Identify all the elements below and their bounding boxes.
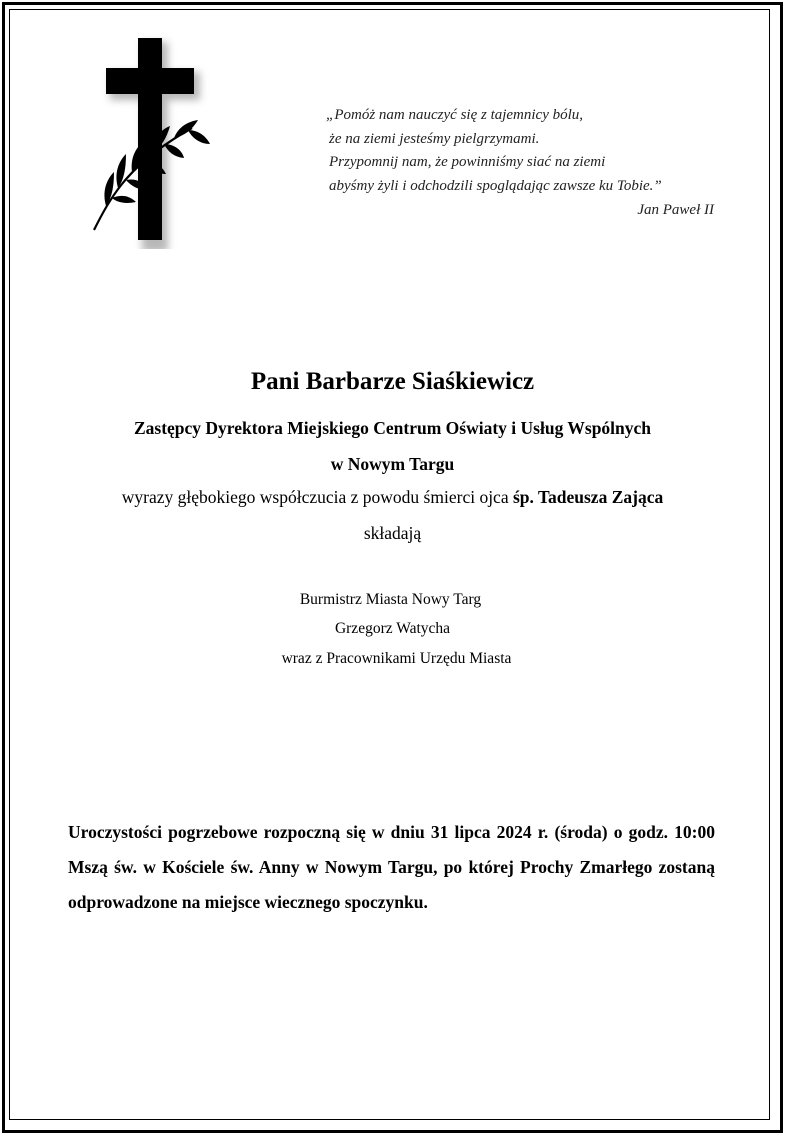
- quote-line-2: że na ziemi jesteśmy pielgrzymami.: [329, 130, 540, 147]
- papal-quote: [326, 104, 718, 223]
- quote-line-3: Przypomnij nam, że powinniśmy siać na ziemi: [329, 154, 606, 170]
- recipient-name: Pani Barbarze Siaśkiewicz: [250, 368, 535, 395]
- condolence-text: [0, 487, 785, 508]
- deceased-name: śp. Tadeusza Zająca: [512, 487, 664, 507]
- condolence-closing: składają: [363, 523, 422, 543]
- signatory-line-1: Burmistrz Miasta Nowy Targ: [299, 591, 482, 608]
- quote-author: Jan Paweł II: [637, 202, 714, 218]
- condolence-body: wyrazy głębokiego współczucia z powodu śmierci ojca: [121, 487, 513, 507]
- quote-line-4: abyśmy żyli i odchodzili spoglądając zawsze ku Tobie.”: [329, 177, 662, 194]
- funeral-info: Uroczystości pogrzebowe rozpoczną się w dniu 31 lipca 2024 r. (środa) o godz. 10:00 Mszą św. w Kościele św. Anny w Nowym Targu, po której Prochy Zmarłego zostaną odprowadzone na miejsce wiecznego spoczynku.: [68, 822, 715, 912]
- signatory-line-3: wraz z Pracownikami Urzędu Miasta: [281, 650, 512, 667]
- cross-with-branch-icon: [88, 34, 228, 249]
- quote-line-1: „Pomóż nam nauczyć się z tajemnicy bólu,: [326, 107, 584, 123]
- recipient-place: w Nowym Targu: [330, 454, 455, 474]
- recipient-position: Zastępcy Dyrektora Miejskiego Centrum Oświaty i Usług Wspólnych: [133, 418, 652, 438]
- signatory-line-2: Grzegorz Watycha: [334, 620, 451, 637]
